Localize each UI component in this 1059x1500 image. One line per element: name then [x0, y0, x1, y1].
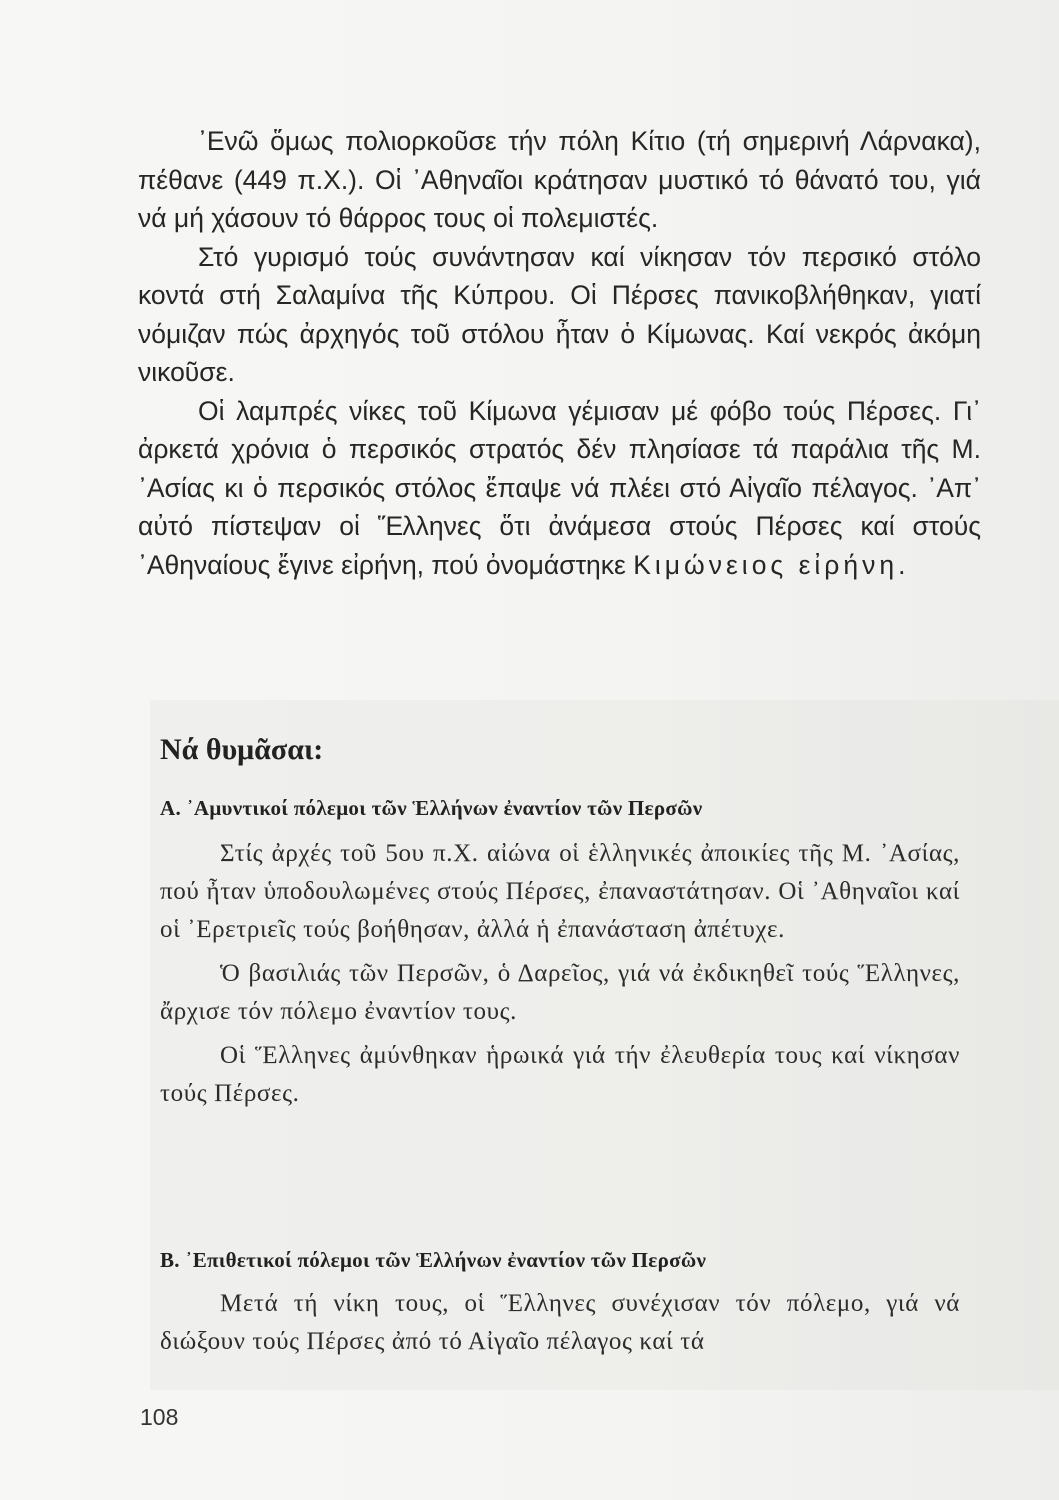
paragraph-3 [138, 392, 981, 585]
section-b-title: Β. ᾿Επιθετικοί πόλεμοι τῶν Ἑλλήνων ἐναντίον τῶν Περσῶν [160, 1248, 707, 1272]
section-a-title: Α. ᾿Αμυντικοί πόλεμοι τῶν Ἑλλήνων ἐναντίον τῶν Περσῶν [160, 796, 703, 820]
paragraph-3-text: Οἱ λαμπρές νίκες τοῦ Κίμωνα γέμισαν μέ φόβο τούς Πέρσες. Γι᾿ ἀρκετά χρόνια ὁ περσικός στρατός δέν πλησίασε τά παράλια τῆς Μ. ᾿Ασίας κι ὁ περσικός στόλος ἔπαψε νά πλέει στό Αἰγαῖο πέλαγος. ᾿Απ᾿ αὐτό πίστεψαν οἱ Ἕλληνες ὅτι ἀνάμεσα στούς Πέρσες καί στούς ᾿Αθηναίους ἔγινε εἰρήνη, πού ὀνομάστηκε [138, 395, 981, 580]
paragraph-2: Στό γυρισμό τούς συνάντησαν καί νίκησαν τόν περσικό στόλο κοντά στή Σαλαμίνα τῆς Κύπρου. Οἱ Πέρσες πανικοβλήθηκαν, γιατί νόμιζαν πώς ἀρχηγός τοῦ στόλου ἦταν ὁ Κίμωνας. Καί νεκρός ἀκόμη νικοῦσε. [138, 241, 981, 387]
main-text [138, 122, 981, 584]
section-a [160, 796, 960, 1113]
section-a-paragraph-1: Στίς ἀρχές τοῦ 5ου π.Χ. αἰώνα οἱ ἑλληνικές ἀποικίες τῆς Μ. ᾿Ασίας, πού ἦταν ὑποδουλωμένες στούς Πέρσες, ἐπαναστάτησαν. Οἱ ᾿Αθηναῖοι καί οἱ ᾿Ερετριεῖς τούς βοήθησαν, ἀλλά ἡ ἐπανάσταση ἀπέτυχε. [160, 840, 960, 943]
summary-heading: Νά θυμᾶσαι: [160, 733, 324, 766]
section-a-paragraph-2: Ὁ βασιλιάς τῶν Περσῶν, ὁ Δαρεῖος, γιά νά ἐκδικηθεῖ τούς Ἕλληνες, ἄρχισε τόν πόλεμο ἐναντίον τους. [160, 960, 960, 1025]
page-number: 108 [140, 1404, 179, 1430]
section-a-paragraph-3: Οἱ Ἕλληνες ἀμύνθηκαν ἡρωικά γιά τήν ἐλευθερία τους καί νίκησαν τούς Πέρσες. [160, 1042, 960, 1107]
section-a-body [160, 835, 960, 1113]
section-b [160, 1248, 960, 1361]
section-b-paragraph-1: Μετά τή νίκη τους, οἱ Ἕλληνες συνέχισαν τόν πόλεμο, γιά νά διώξουν τούς Πέρσες ἀπό τό Αἰγαῖο πέλαγος καί τά [160, 1290, 960, 1355]
section-b-body [160, 1285, 960, 1361]
paragraph-1: ᾿Ενῶ ὅμως πολιορκοῦσε τήν πόλη Κίτιο (τή σημερινή Λάρνακα), πέθανε (449 π.Χ.). Οἱ ᾿Αθηναῖοι κράτησαν μυστικό τό θάνατό του, γιά νά μή χάσουν τό θάρρος τους οἱ πολεμιστές. [138, 126, 981, 233]
spaced-term: Κιμώνειος εἰρήνη. [633, 549, 910, 580]
